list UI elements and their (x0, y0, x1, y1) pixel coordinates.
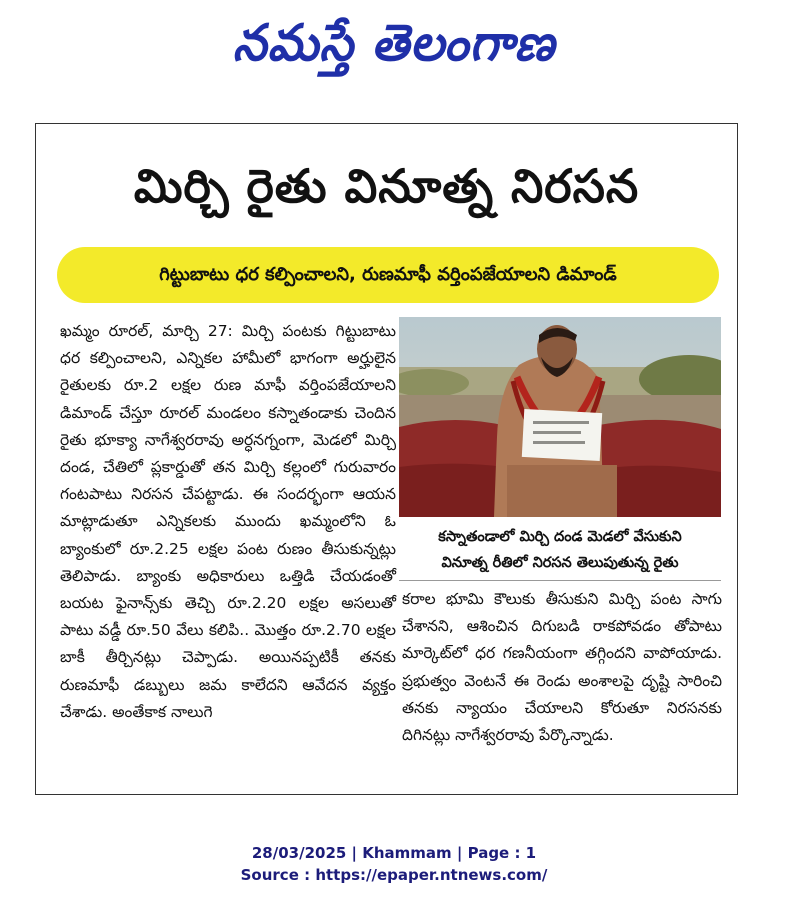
photo-caption-line-2: వినూత్న రీతిలో నిరసన తెలుపుతున్న రైతు (441, 555, 679, 571)
article-headline: మిర్చి రైతు వినూత్న నిరసన (133, 159, 640, 213)
footer-source-link[interactable]: Source : https://epaper.ntnews.com/ (240, 866, 548, 884)
news-article (35, 123, 738, 795)
footer-edition-info: 28/03/2025 | Khammam | Page : 1 (251, 844, 537, 862)
article-body-left (60, 318, 396, 726)
page-footer (0, 842, 788, 886)
photo-illustration (399, 317, 721, 517)
article-body-right (402, 586, 722, 749)
caption-divider (399, 580, 721, 581)
farmer-protest-photo (399, 317, 721, 517)
photo-caption (399, 524, 721, 576)
photo-caption-line-1: కస్నాతండాలో మిర్చి దండ మెడలో వేసుకుని (438, 529, 682, 545)
newspaper-masthead (0, 8, 788, 78)
body-right-text: కరాల భూమి కౌలుకు తీసుకుని మిర్చి పంట సాగు చేశానని, ఆశించిన దిగుబడి రాకపోవడం తోపాటు మార్కెట్‌లో ధర గణనీయంగా తగ్గిందని వాపోయాడు. ప్రభుత్వం వెంటనే ఈ రెండు అంశాలపై దృష్టి సారించి తనకు న్యాయం చేయాలని కోరుతూ నిరసనకు దిగినట్లు నాగేశ్వరరావు పేర్కొన్నాడు. (402, 590, 722, 745)
masthead-title: నమస్తే తెలంగాణ (232, 13, 556, 73)
body-left-text: ఖమ్మం రూరల్, మార్చి 27: మిర్చి పంటకు గిట్టుబాటు ధర కల్పించాలని, ఎన్నికల హామీలో భాగంగా అర్హులైన రైతులకు రూ.2 లక్షల రుణ మాఫీ వర్తింపజేయాలని డిమాండ్ చేస్తూ రూరల్ మండలం కస్నాతండాకు చెందిన రైతు భూక్యా నాగేశ్వరరావు అర్ధనగ్నంగా, మెడలో మిర్చి దండ, చేతిలో ప్లకార్డుతో తన మిర్చి కల్లంలో గురువారం గంటపాటు నిరసన చేపట్టాడు. ఈ సందర్భంగా ఆయన మాట్లాడుతూ ఎన్నికలకు ముందు ఖమ్మంలోని ఓ బ్యాంకులో రూ.2.25 లక్షల పంట రుణం తీసుకున్నట్లు తెలిపాడు. బ్యాంకు అధికారులు ఒత్తిడి చేయడంతో బయట ఫైనాన్స్‌కు తెచ్చి రూ.2.20 లక్షల అసలుతో పాటు వడ్డీ రూ.50 వేలు కలిపి.. మొత్తం రూ.2.70 లక్షల బాకీ తీర్చినట్లు చెప్పాడు. అయినప్పటికీ తనకు రుణమాఫీ డబ్బులు జమ కాలేదని ఆవేదన వ్యక్తం చేశాడు. అంతేకాక నాలుగె (60, 322, 396, 721)
article-subheadline: గిట్టుబాటు ధర కల్పించాలని, రుణమాఫీ వర్తింపజేయాలని డిమాండ్ (57, 247, 719, 303)
